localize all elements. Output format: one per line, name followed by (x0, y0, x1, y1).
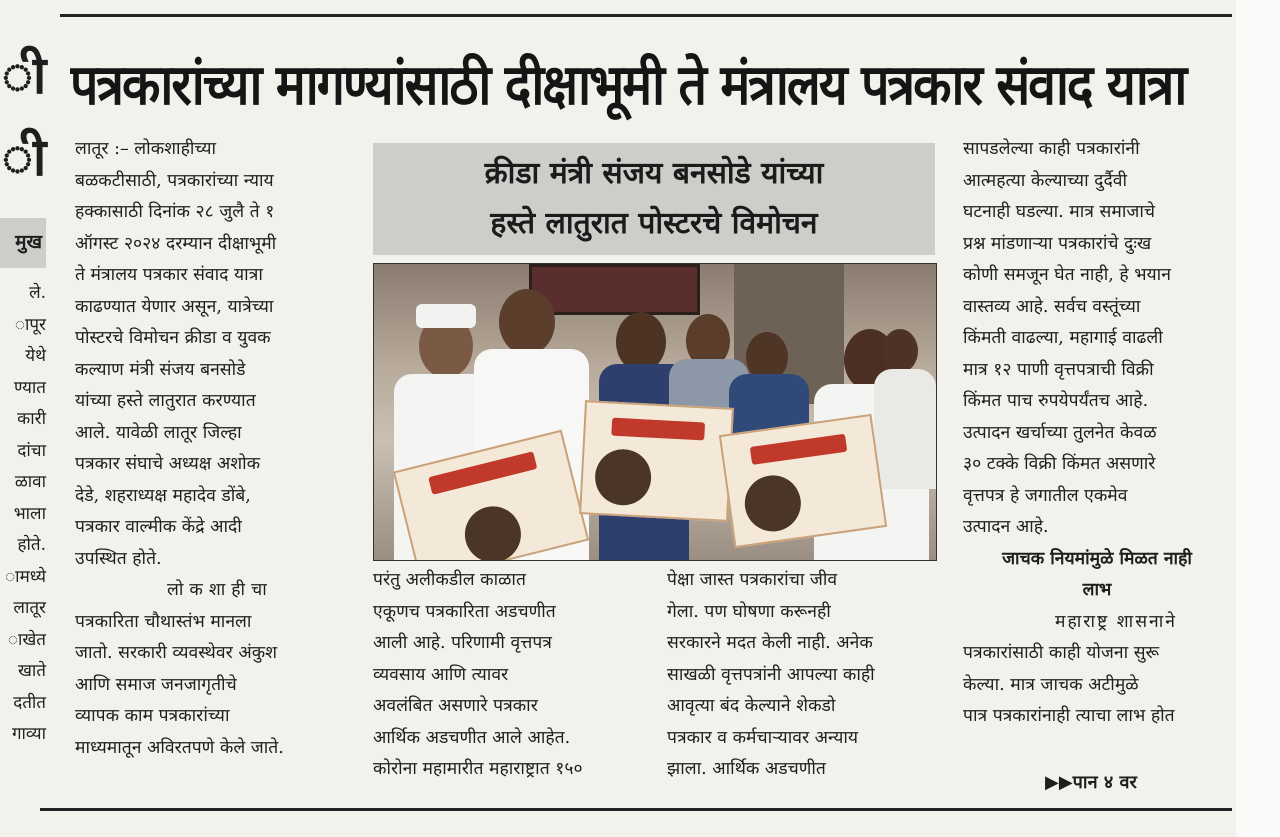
text-line: कल्याण मंत्री संजय बनसोडे (75, 359, 246, 380)
text-line: आले. यावेळी लातूर जिल्हा (75, 422, 242, 443)
left-cut-label-box (0, 218, 46, 268)
text-line: ३० टक्के विक्री किंमत असणारे (963, 454, 1156, 474)
left-cut-line: ापूर (14, 314, 46, 335)
left-cut-line: होते. (17, 535, 46, 555)
text-line: व्यवसाय आणि त्यावर (373, 664, 509, 685)
article-column-2 (373, 565, 639, 786)
text-line: ऑगस्ट २०२४ दरम्यान दीक्षाभूमी (75, 233, 277, 254)
text-line: आली आहे. परिणामी वृत्तपत्र (373, 633, 552, 653)
text-line: ते मंत्रालय पत्रकार संवाद यात्रा (75, 265, 263, 285)
text-line: साखळी वृत्तपत्रांनी आपल्या काही (667, 664, 875, 685)
left-cut-line: दांचा (17, 440, 46, 461)
page-headline: पत्रकारांच्या मागण्यांसाठी दीक्षाभूमी ते मंत्रालय पत्रकार संवाद यात्रा (70, 52, 1186, 118)
person-2-head (499, 289, 555, 355)
text-line: बळकटीसाठी, पत्रकारांच्या न्याय (75, 170, 274, 191)
left-cut-line: येथे (25, 346, 46, 366)
text-line: पोस्टरचे विमोचन क्रीडा व युवक (75, 328, 271, 348)
column-subhead: जाचक नियमांमुळे मिळत नाही (1002, 548, 1192, 569)
text-line: काढण्यात येणार असून, यात्रेच्या (75, 296, 274, 317)
event-photo (373, 263, 937, 561)
left-cut-column (0, 30, 50, 810)
text-line: माध्यमातून अविरतपणे केले जाते. (75, 737, 284, 758)
left-cut-line: लातूर (13, 598, 46, 618)
text-line: आवृत्या बंद केल्याने शेकडो (667, 696, 836, 716)
left-cut-line: ामध्ये (5, 566, 46, 587)
text-line: देडे, शहराध्यक्ष महादेव डोंबे, (75, 485, 251, 506)
text-line: वास्तव्य आहे. सर्वच वस्तूंच्या (963, 296, 1141, 317)
text-line: उत्पादन खर्चाच्या तुलनेत केवळ (963, 422, 1157, 443)
article-column-3 (667, 565, 935, 786)
text-line: केल्या. मात्र जाचक अटीमुळे (963, 674, 1139, 695)
text-line: लातूर :– लोकशाहीच्या (75, 139, 217, 159)
text-line: पात्र पत्रकारांनाही त्याचा लाभ होत (963, 706, 1175, 726)
continued-on-page-marker: ▶▶पान ४ वर (1045, 772, 1137, 793)
text-line: महाराष्ट्र शासनाने (1055, 611, 1177, 632)
text-line: मात्र १२ पाणी वृत्तपत्राची विक्री (963, 359, 1154, 380)
poster-middle (579, 400, 734, 522)
text-line: यांच्या हस्ते लातुरात करण्यात (75, 391, 256, 411)
left-cut-line: दतीत (13, 692, 46, 713)
left-cut-line: ण्यात (13, 377, 46, 398)
left-cut-line: ले. (29, 283, 46, 303)
text-line: आत्महत्या केल्याच्या दुर्दैवी (963, 170, 1128, 191)
text-line: वृत्तपत्र हे जगातील एकमेव (963, 485, 1128, 506)
column-subhead: लाभ (1082, 580, 1112, 600)
left-cut-label: मुख (15, 231, 42, 253)
text-line: व्यापक काम पत्रकारांच्या (75, 706, 230, 726)
left-cut-line: भाला (13, 503, 46, 524)
text-line: उत्पादन आहे. (963, 517, 1049, 537)
left-cut-line: ळावा (14, 472, 46, 492)
text-line: किंमती वाढल्या, महागाई वाढली (963, 328, 1163, 348)
subheadline-box (373, 143, 935, 255)
poster-right (719, 414, 887, 548)
text-line: सापडलेल्या काही पत्रकारांनी (963, 139, 1140, 159)
text-line: घटनाही घडल्या. मात्र समाजाचे (963, 202, 1155, 222)
left-cut-big-letter-2: ी (2, 128, 47, 188)
text-line: पत्रकारिता चौथास्तंभ मानला (75, 611, 252, 632)
left-cut-line: खाते (18, 661, 46, 681)
text-line: पत्रकार व कर्मचाऱ्यावर अन्याय (667, 727, 859, 748)
text-line: कोरोना महामारीत महाराष्ट्रात १५० (373, 759, 583, 779)
left-cut-big-letter-1: ी (2, 46, 47, 106)
bottom-rule (40, 808, 1232, 811)
article-column-1 (75, 134, 343, 764)
text-line: एकूणच पत्रकारिता अडचणीत (373, 601, 556, 622)
text-line: किंमत पाच रुपयेपर्यंतच आहे. (963, 391, 1149, 411)
person-7-head (882, 329, 918, 373)
right-page-margin (1236, 0, 1280, 837)
text-line: लोकशाहीचा (167, 580, 273, 600)
text-line: आर्थिक अडचणीत आले आहेत. (373, 727, 571, 748)
text-line: गेला. पण घोषणा करूनही (667, 601, 831, 622)
left-cut-lines (0, 278, 46, 751)
text-line: आणि समाज जनजागृतीचे (75, 674, 237, 695)
text-line: हक्कासाठी दिनांक २८ जुलै ते १ (75, 202, 275, 222)
photo-wall-screen (529, 264, 700, 315)
article-column-4 (963, 134, 1231, 733)
subheadline-line-2: हस्ते लातुरात पोस्टरचे विमोचन (490, 206, 818, 241)
text-line: पत्रकार वाल्मीक केंद्रे आदी (75, 517, 242, 537)
text-line: पेक्षा जास्त पत्रकारांचा जीव (667, 570, 838, 590)
person-7-shirt (874, 369, 936, 489)
left-cut-line: ाखेत (7, 629, 46, 650)
subheadline-line-1: क्रीडा मंत्री संजय बनसोडे यांच्या (484, 156, 824, 191)
text-line: जातो. सरकारी व्यवस्थेवर अंकुश (75, 643, 278, 663)
left-cut-line: कारी (17, 409, 46, 429)
text-line: झाला. आर्थिक अडचणीत (667, 759, 826, 779)
text-line: पत्रकार संघाचे अध्यक्ष अशोक (75, 454, 261, 474)
person-3-head (616, 312, 666, 372)
text-line: उपस्थित होते. (75, 548, 162, 569)
top-rule (60, 14, 1232, 17)
person-1-cap (416, 304, 476, 328)
text-line: प्रश्न मांडणाऱ्या पत्रकारांचे दुःख (963, 233, 1152, 254)
text-line: परंतु अलीकडील काळात (373, 570, 526, 590)
text-line: पत्रकारांसाठी काही योजना सुरू (963, 643, 1160, 663)
text-line: अवलंबित असणारे पत्रकार (373, 696, 538, 716)
left-cut-line: गाव्या (11, 724, 46, 744)
text-line: कोणी समजून घेत नाही, हे भयान (963, 265, 1171, 285)
text-line: सरकारने मदत केली नाही. अनेक (667, 633, 873, 653)
